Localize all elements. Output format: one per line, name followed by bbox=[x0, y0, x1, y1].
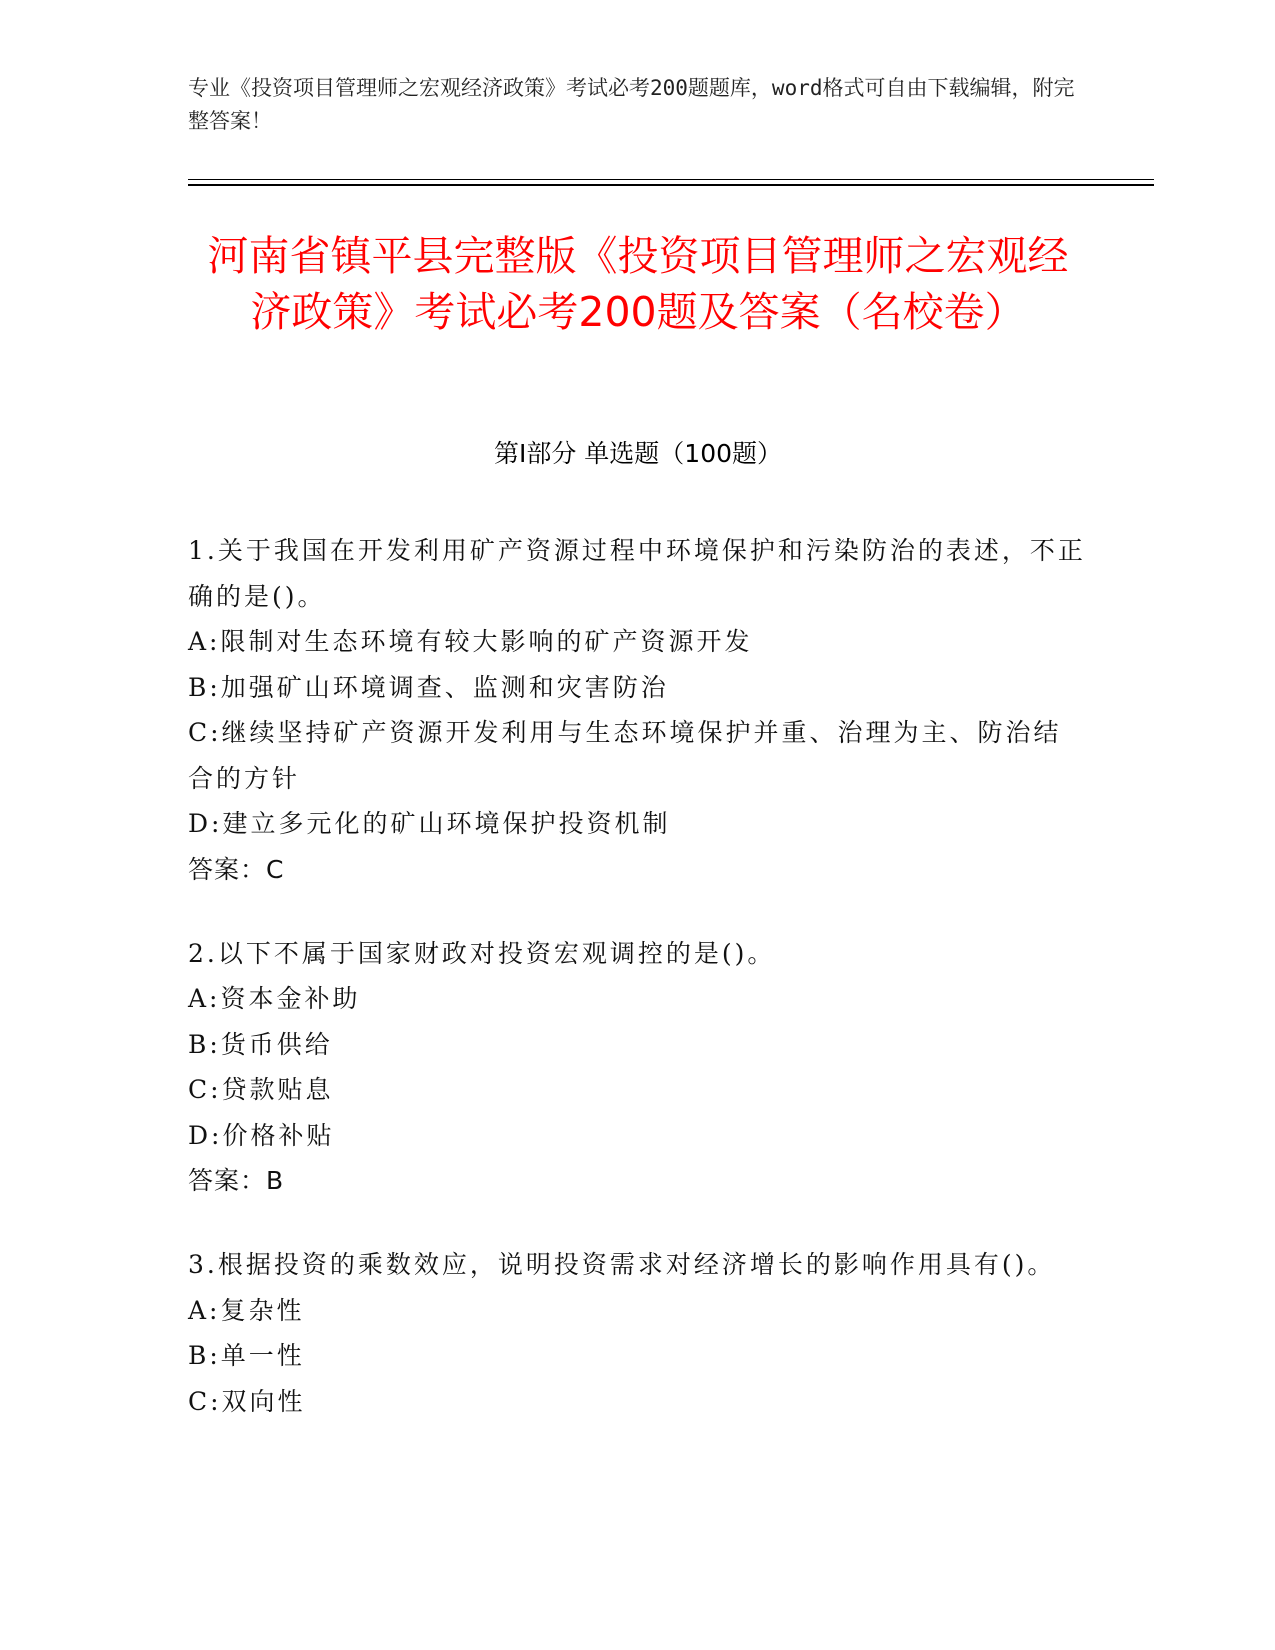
header-note: 专业《投资项目管理师之宏观经济政策》考试必考200题题库，word格式可自由下载编辑，附完整答案！ bbox=[188, 76, 1075, 133]
question-1 bbox=[188, 528, 1088, 893]
option-d: D:价格补贴 bbox=[188, 1120, 335, 1150]
option-c: C:双向性 bbox=[188, 1386, 306, 1416]
option-b: B:单一性 bbox=[188, 1341, 305, 1370]
question-stem: 1.关于我国在开发利用矿产资源过程中环境保护和污染防治的表述，不正确的是()。 bbox=[188, 536, 1086, 611]
section-heading: 第I部分 单选题（100题） bbox=[493, 439, 783, 468]
option-c: C:贷款贴息 bbox=[188, 1075, 334, 1104]
option-b: B:货币供给 bbox=[188, 1029, 333, 1059]
option-c: C:继续坚持矿产资源开发利用与生态环境保护并重、治理为主、防治结合的方针 bbox=[188, 718, 1062, 793]
option-d: D:建立多元化的矿山环境保护投资机制 bbox=[188, 809, 671, 838]
option-a: A:复杂性 bbox=[188, 1295, 305, 1325]
document-title: 河南省镇平县完整版《投资项目管理师之宏观经济政策》考试必考200题及答案（名校卷） bbox=[207, 232, 1069, 336]
option-a: A:限制对生态环境有较大影响的矿产资源开发 bbox=[188, 627, 753, 656]
header-divider-thick bbox=[188, 184, 1154, 186]
header-divider-thin bbox=[188, 179, 1154, 180]
question-stem: 3.根据投资的乘数效应，说明投资需求对经济增长的影响作用具有()。 bbox=[188, 1250, 1056, 1279]
answer-line: 答案：C bbox=[188, 854, 285, 884]
answer-line: 答案：B bbox=[188, 1166, 285, 1195]
option-a: A:资本金补助 bbox=[188, 984, 361, 1013]
question-2 bbox=[188, 931, 1088, 1205]
question-3 bbox=[188, 1242, 1088, 1424]
option-b: B:加强矿山环境调查、监测和灾害防治 bbox=[188, 672, 669, 702]
question-stem: 2.以下不属于国家财政对投资宏观调控的是()。 bbox=[188, 938, 776, 968]
question-list bbox=[188, 528, 1088, 1462]
